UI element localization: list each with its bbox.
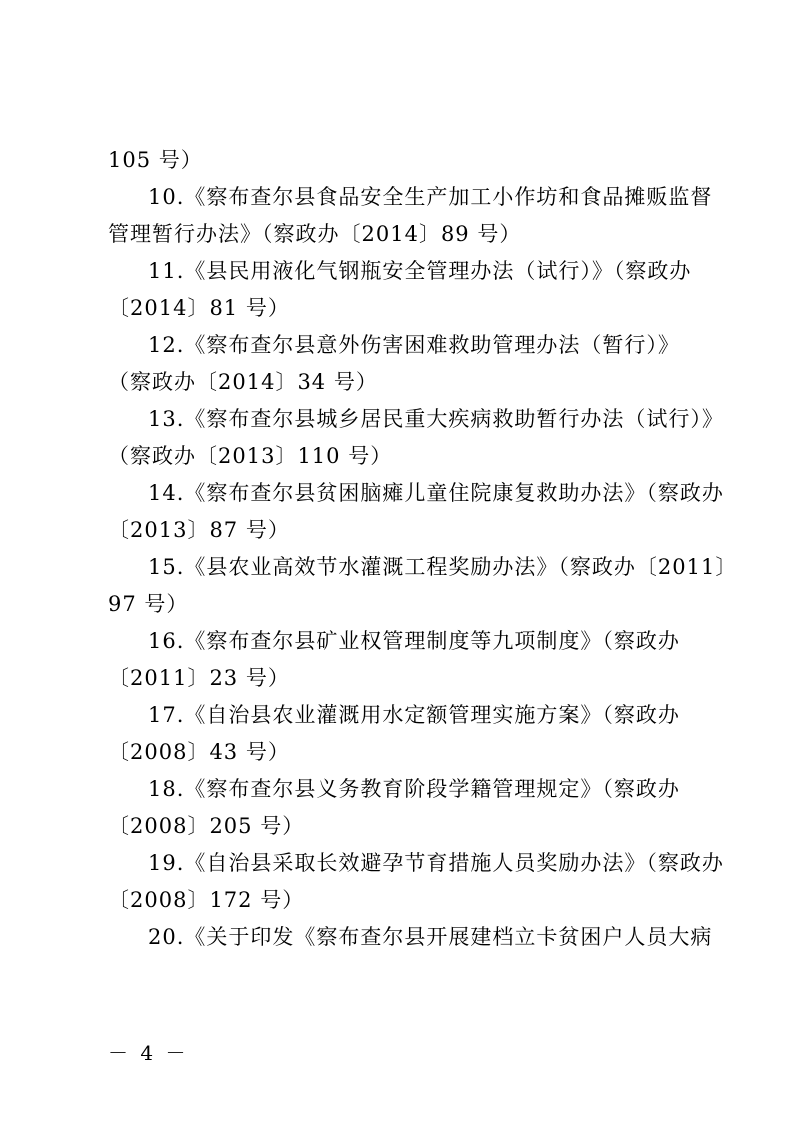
text-line-5: 〔2014〕81 号） [108, 296, 290, 320]
text-line-12: 15.《县农业高效节水灌溉工程奖励办法》（察政办〔2011〕 [148, 555, 738, 579]
text-line-22: 20.《关于印发《察布查尔县开展建档立卡贫困户人员大病 [148, 925, 713, 949]
text-line-9: （察政办〔2013〕110 号） [108, 444, 393, 468]
text-line-20: 19.《自治县采取长效避孕节育措施人员奖励办法》（察政办 [148, 851, 724, 875]
text-line-21: 〔2008〕172 号） [108, 888, 305, 912]
text-line-15: 〔2011〕23 号） [108, 666, 290, 690]
text-line-6: 12.《察布查尔县意外伤害困难救助管理办法（暂行）》 [148, 333, 680, 357]
text-line-2: 10.《察布查尔县食品安全生产加工小作坊和食品摊贩监督 [148, 185, 713, 209]
page-number: － 4 － [108, 1041, 189, 1065]
text-line-13: 97 号） [108, 592, 189, 616]
text-line-18: 18.《察布查尔县义务教育阶段学籍管理规定》（察政办 [148, 777, 680, 801]
text-line-3: 管理暂行办法》（察政办〔2014〕89 号） [108, 222, 522, 246]
text-line-17: 〔2008〕43 号） [108, 740, 290, 764]
text-line-4: 11.《县民用液化气钢瓶安全管理办法（试行）》（察政办 [148, 259, 692, 283]
text-line-10: 14.《察布查尔县贫困脑瘫儿童住院康复救助办法》（察政办 [148, 481, 724, 505]
text-line-7: （察政办〔2014〕34 号） [108, 370, 378, 394]
text-line-16: 17.《自治县农业灌溉用水定额管理实施方案》（察政办 [148, 703, 680, 727]
text-line-14: 16.《察布查尔县矿业权管理制度等九项制度》（察政办 [148, 629, 680, 653]
text-line-19: 〔2008〕205 号） [108, 814, 305, 838]
text-line-1: 105 号） [108, 148, 203, 172]
text-line-11: 〔2013〕87 号） [108, 518, 290, 542]
text-line-8: 13.《察布查尔县城乡居民重大疾病救助暂行办法（试行）》 [148, 407, 724, 431]
